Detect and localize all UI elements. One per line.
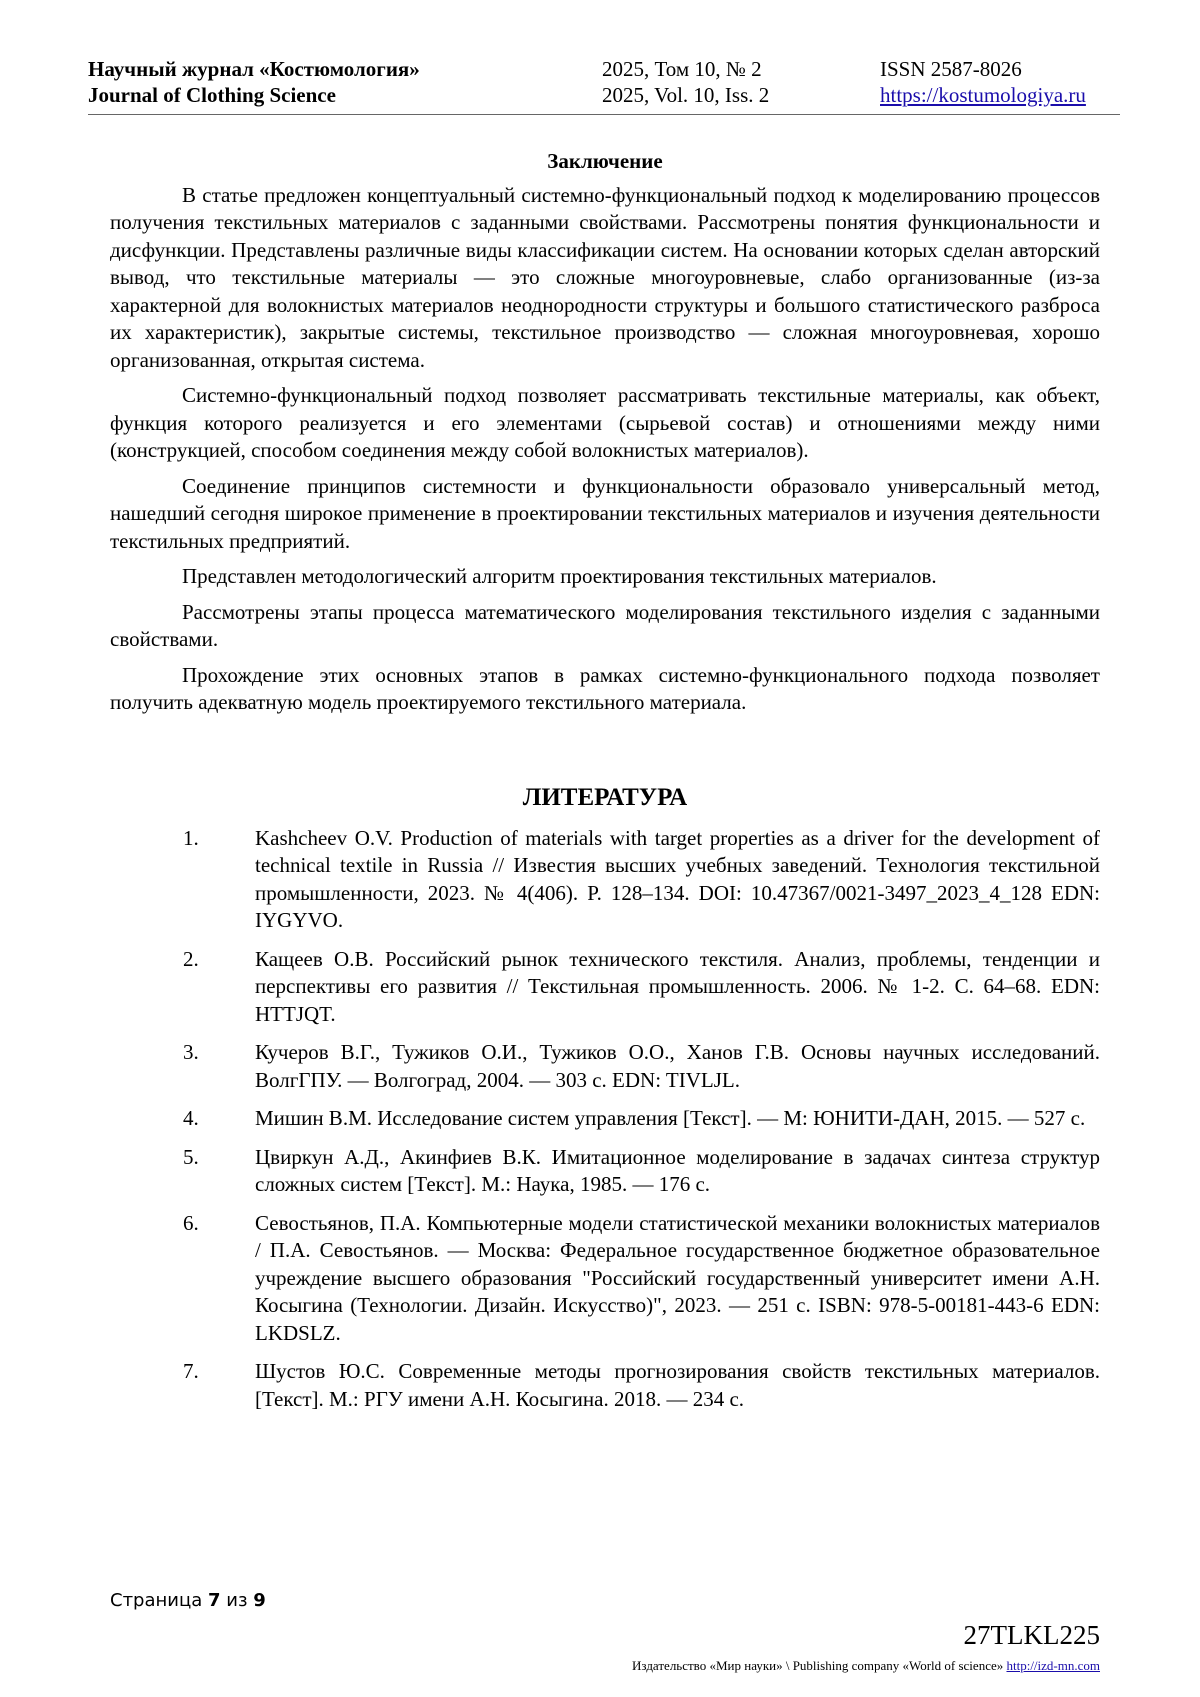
publisher-line xyxy=(632,1658,1100,1674)
conclusion-paragraph-4: Представлен методологический алгоритм проектирования текстильных материалов. xyxy=(182,564,937,588)
reference-text: Мишин В.М. Исследование систем управления [Текст]. — М: ЮНИТИ-ДАН, 2015. — 527 с. xyxy=(255,1106,1086,1130)
reference-number: 7. xyxy=(183,1359,199,1383)
reference-text: Кащеев О.В. Российский рынок технического текстиля. Анализ, проблемы, тенденции и перспективы его развития // Текстильная промышленность. 2006. № 1-2. С. 64–68. EDN: HTTJQT. xyxy=(255,946,1100,1026)
issn-block xyxy=(880,56,1086,108)
page-total: 9 xyxy=(253,1590,266,1611)
publisher-text: Издательство «Мир науки» \ Publishing company «World of science» xyxy=(632,1658,1004,1673)
page-word: Страница xyxy=(110,1590,203,1611)
reference-number: 4. xyxy=(183,1106,199,1130)
journal-title xyxy=(88,56,420,108)
publisher-url-link[interactable]: http://izd-mn.com xyxy=(1006,1658,1100,1673)
main-content xyxy=(110,148,1100,1424)
page-current: 7 xyxy=(208,1590,221,1611)
page-of-word: из xyxy=(226,1590,248,1611)
reference-text: Цвиркун А.Д., Акинфиев В.К. Имитационное моделирование в задачах синтеза структур сложных систем [Текст]. М.: Наука, 1985. — 176 с. xyxy=(255,1144,1100,1196)
conclusion-title: Заключение xyxy=(547,149,663,173)
reference-text: Шустов Ю.С. Современные методы прогнозирования свойств текстильных материалов. [Текст]. М.: РГУ имени А.Н. Косыгина. 2018. — 234 с. xyxy=(255,1359,1100,1411)
journal-title-en: Journal of Clothing Science xyxy=(88,83,336,107)
conclusion-paragraph-1: В статье предложен концептуальный системно-функциональный подход к моделированию процессов получения текстильных материалов с заданными свойствами. Рассмотрены понятия функциональности и дисфункции. Представлены различные виды классификации систем. На основании которых сделан авторский вывод, что текстильные материалы — это сложные многоуровневые, слабо организованные (из-за характерной для волокнистых материалов неоднородности структуры и большого статистического разброса их характеристик), закрытые системы, текстильное производство — сложная многоуровневая, хорошо организованная, открытая система. xyxy=(110,182,1100,372)
literature-title: ЛИТЕРАТУРА xyxy=(522,783,688,811)
journal-title-ru: Научный журнал «Костюмология» xyxy=(88,57,420,81)
page-counter xyxy=(110,1590,266,1611)
reference-item xyxy=(110,1210,1100,1348)
reference-text: Севостьянов, П.А. Компьютерные модели статистической механики волокнистых материалов / П.А. Севостьянов. — Москва: Федеральное государственное бюджетное образовательное учреждение высшего образования "Российский государственный университет имени А.Н. Косыгина (Технологии. Дизайн. Искусство)", 2023. — 251 с. ISBN: 978-5-00181-443-6 EDN: LKDSLZ. xyxy=(255,1210,1100,1345)
reference-number: 2. xyxy=(183,946,199,971)
reference-number: 5. xyxy=(183,1144,199,1169)
reference-number: 1. xyxy=(183,825,199,850)
issue-info-en: 2025, Vol. 10, Iss. 2 xyxy=(602,83,770,107)
reference-item xyxy=(110,946,1100,1029)
issue-info-ru: 2025, Том 10, № 2 xyxy=(602,57,762,81)
reference-item xyxy=(110,1358,1100,1413)
conclusion-paragraph-5: Рассмотрены этапы процесса математического моделирования текстильного изделия с заданными свойствами. xyxy=(110,599,1100,651)
reference-item xyxy=(110,1105,1100,1133)
reference-item xyxy=(110,825,1100,935)
issue-info xyxy=(602,56,769,108)
conclusion-paragraph-6: Прохождение этих основных этапов в рамках системно-функционального подхода позволяет получить адекватную модель проектируемого текстильного материала. xyxy=(110,662,1100,714)
conclusion-paragraph-2: Системно-функциональный подход позволяет рассматривать текстильные материалы, как объект, функция которого реализуется и его элементами (сырьевой состав) и отношениями между ними (конструкцией, способом соединения между собой волокнистых материалов). xyxy=(110,383,1100,462)
reference-number: 6. xyxy=(183,1210,199,1235)
reference-text: Кучеров В.Г., Тужиков О.И., Тужиков О.О., Ханов Г.В. Основы научных исследований. ВолгГПУ. — Волгоград, 2004. — 303 с. EDN: TIVLJL. xyxy=(255,1040,1100,1092)
journal-url-link[interactable]: https://kostumologiya.ru xyxy=(880,83,1086,107)
page-header xyxy=(88,56,1120,115)
reference-item xyxy=(110,1144,1100,1199)
reference-item xyxy=(110,1039,1100,1094)
document-code: 27TLKL225 xyxy=(963,1620,1100,1650)
issn: ISSN 2587-8026 xyxy=(880,57,1022,81)
conclusion-paragraph-3: Соединение принципов системности и функциональности образовало универсальный метод, нашедший сегодня широкое применение в проектировании текстильных материалов и изучения деятельности текстильных предприятий. xyxy=(110,473,1100,553)
reference-number: 3. xyxy=(183,1040,199,1064)
reference-text: Kashcheev O.V. Production of materials with target properties as a driver for the development of technical textile in Russia // Известия высших учебных заведений. Технология текстильной промышленности, 2023. № 4(406). P. 128–134. DOI: 10.47367/0021-3497_2023_4_128 EDN: IYGYVO. xyxy=(255,825,1100,932)
